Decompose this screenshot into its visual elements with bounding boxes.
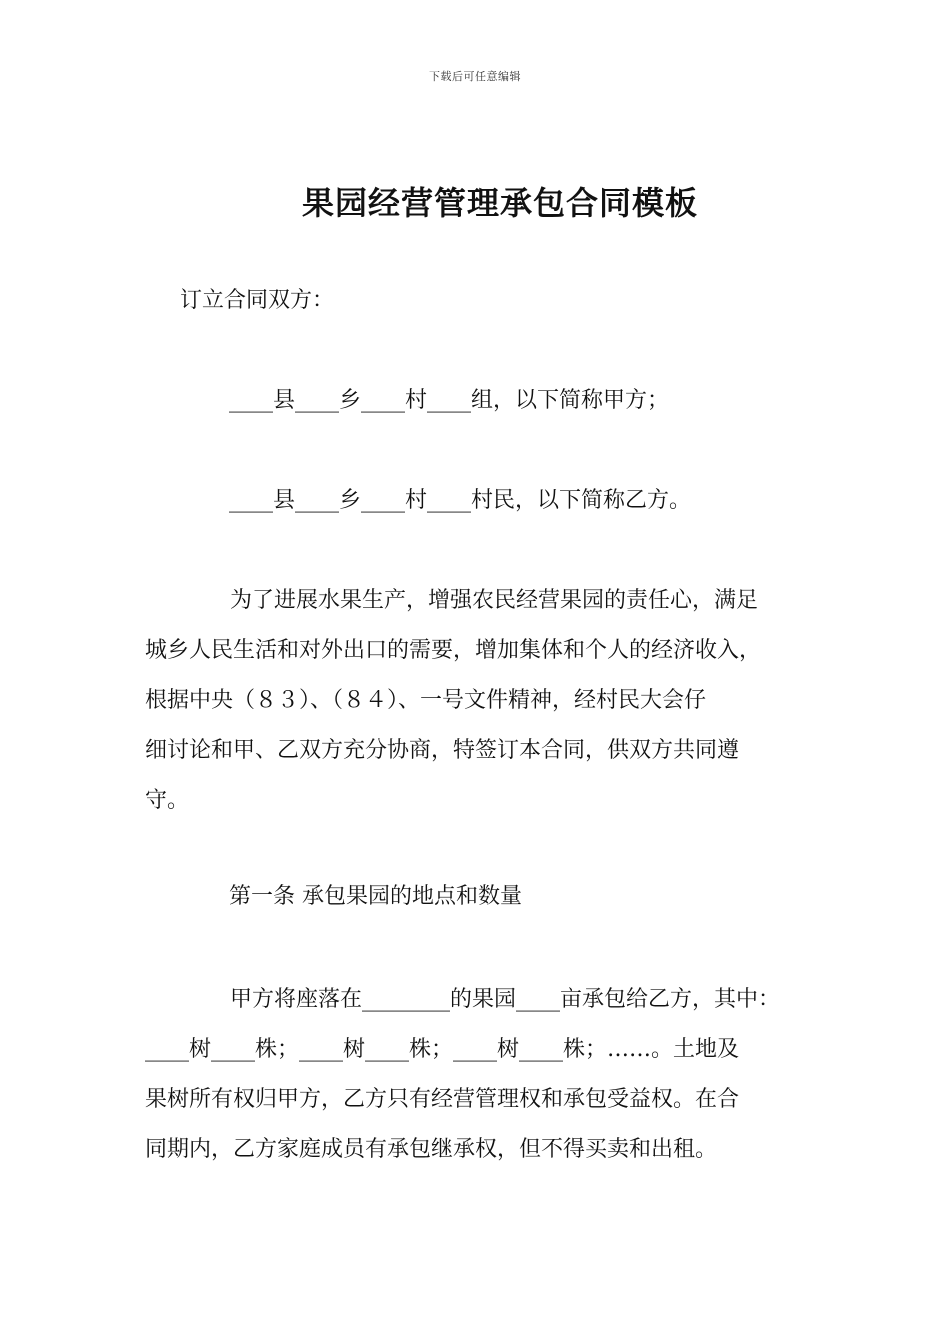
paragraph-line: 同期内，乙方家庭成员有承包继承权，但不得买卖和出租。 <box>145 1137 718 1162</box>
paragraph-line: ____树____株；____树____株；____树____株；……。土地及 <box>145 1037 740 1062</box>
intro-paragraph <box>145 576 825 826</box>
article-1-paragraph <box>145 975 825 1175</box>
parties-label: 订立合同双方： <box>180 288 335 313</box>
header-note: 下载后可任意编辑 <box>429 70 521 83</box>
party-b-line: ____县____乡____村____村民，以下简称乙方。 <box>229 488 692 513</box>
paragraph-line: 守。 <box>145 788 190 813</box>
party-a-line: ____县____乡____村____组，以下简称甲方； <box>229 388 670 413</box>
article-1-heading: 第一条 承包果园的地点和数量 <box>229 884 522 909</box>
paragraph-line: 甲方将座落在________的果园____亩承包给乙方，其中： <box>230 987 781 1012</box>
paragraph-line: 城乡人民生活和对外出口的需要，增加集体和个人的经济收入， <box>145 638 762 663</box>
document-title: 果园经营管理承包合同模板 <box>301 184 698 222</box>
paragraph-line: 为了进展水果生产，增强农民经营果园的责任心，满足 <box>230 588 759 613</box>
paragraph-line: 细讨论和甲、乙双方充分协商，特签订本合同，供双方共同遵 <box>145 738 740 763</box>
paragraph-line: 根据中央（８３）、（８４）、一号文件精神，经村民大会仔 <box>145 688 707 713</box>
paragraph-line: 果树所有权归甲方，乙方只有经营管理权和承包受益权。在合 <box>145 1087 740 1112</box>
